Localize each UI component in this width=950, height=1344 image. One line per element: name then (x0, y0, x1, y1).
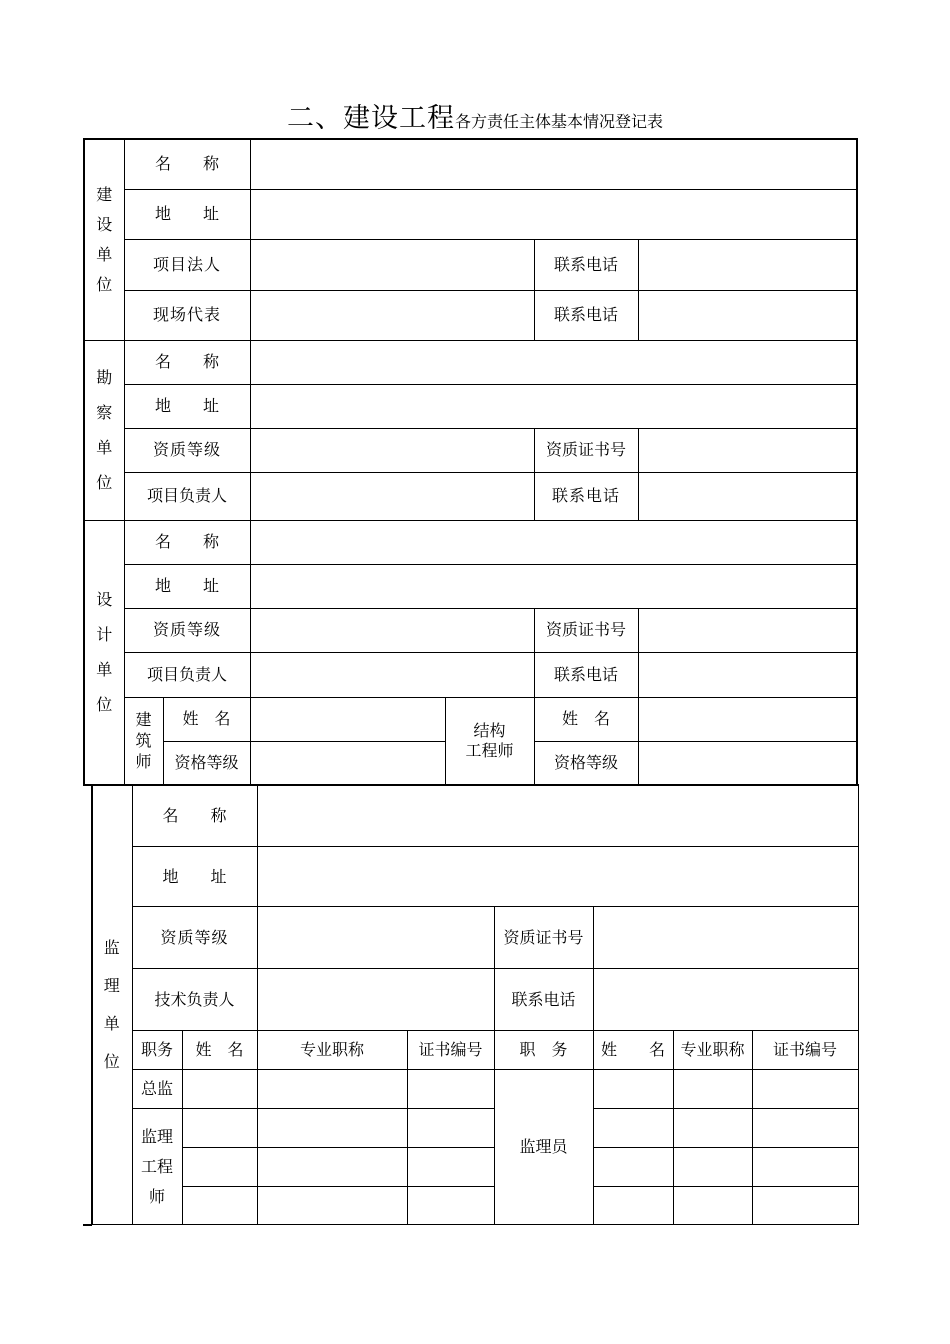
builder-site-rep-field[interactable] (250, 290, 534, 340)
staff-cell[interactable] (673, 1070, 752, 1109)
label-phone: 联系电话 (534, 290, 638, 340)
label-phone: 联系电话 (494, 969, 593, 1031)
section-builder-label: 建 设 单 位 (84, 139, 124, 340)
staff-cell[interactable] (182, 1070, 257, 1109)
label-address: 地 址 (124, 189, 250, 239)
staff-cell[interactable] (407, 1148, 494, 1187)
label-phone: 联系电话 (534, 652, 638, 697)
section-survey-label: 勘 察 单 位 (84, 340, 124, 520)
label-qual-grade: 资格等级 (163, 741, 250, 785)
design-address-field[interactable] (250, 564, 857, 608)
staff-cell[interactable] (673, 1109, 752, 1148)
supervision-phone-field[interactable] (593, 969, 858, 1031)
staff-cell[interactable] (673, 1148, 752, 1187)
survey-phone-field[interactable] (638, 472, 857, 520)
staff-cell[interactable] (182, 1148, 257, 1187)
label-tech-lead: 技术负责人 (132, 969, 257, 1031)
label-name: 名 称 (124, 139, 250, 189)
label-chief-supervisor: 总监 (132, 1070, 182, 1109)
label-name: 名 称 (132, 785, 257, 847)
label-person-name: 姓 名 (534, 697, 638, 741)
staff-cell[interactable] (407, 1109, 494, 1148)
survey-name-field[interactable] (250, 340, 857, 384)
staff-cell[interactable] (257, 1109, 407, 1148)
staff-header-cell: 姓 名 (593, 1031, 673, 1070)
staff-header-cell: 专业职称 (673, 1031, 752, 1070)
label-name: 名 称 (124, 520, 250, 564)
builder-legal-phone-field[interactable] (638, 239, 857, 290)
design-phone-field[interactable] (638, 652, 857, 697)
label-phone: 联系电话 (534, 472, 638, 520)
label-cert-no: 资质证书号 (534, 428, 638, 472)
survey-qual-level-field[interactable] (250, 428, 534, 472)
label-qual-level: 资质等级 (124, 428, 250, 472)
label-cert-no: 资质证书号 (534, 608, 638, 652)
supervision-qual-level-field[interactable] (257, 907, 494, 969)
staff-cell[interactable] (257, 1187, 407, 1225)
staff-header-cell: 专业职称 (257, 1031, 407, 1070)
staff-cell[interactable] (257, 1070, 407, 1109)
staff-cell[interactable] (182, 1187, 257, 1225)
staff-header-cell: 职务 (132, 1031, 182, 1070)
survey-cert-no-field[interactable] (638, 428, 857, 472)
label-struct-engineer: 结构 工程师 (445, 697, 534, 785)
survey-project-lead-field[interactable] (250, 472, 534, 520)
table-corner-mark (83, 1224, 92, 1226)
label-qual-grade: 资格等级 (534, 741, 638, 785)
design-project-lead-field[interactable] (250, 652, 534, 697)
staff-header-cell: 职 务 (494, 1031, 593, 1070)
architect-grade-field[interactable] (250, 741, 445, 785)
struct-engineer-name-field[interactable] (638, 697, 857, 741)
staff-cell[interactable] (257, 1148, 407, 1187)
staff-cell[interactable] (673, 1187, 752, 1225)
supervision-tech-lead-field[interactable] (257, 969, 494, 1031)
staff-cell[interactable] (752, 1109, 858, 1148)
builder-site-phone-field[interactable] (638, 290, 857, 340)
label-name: 名 称 (124, 340, 250, 384)
survey-address-field[interactable] (250, 384, 857, 428)
supervision-name-field[interactable] (257, 785, 858, 847)
staff-cell[interactable] (752, 1148, 858, 1187)
staff-cell[interactable] (593, 1148, 673, 1187)
label-cert-no: 资质证书号 (494, 907, 593, 969)
title-main: 二、建设工程 (286, 103, 455, 134)
page-title (0, 96, 950, 135)
supervision-address-field[interactable] (257, 847, 858, 907)
supervision-cert-no-field[interactable] (593, 907, 858, 969)
label-legal-person: 项目法人 (124, 239, 250, 290)
section-supervision-label: 监 理 单 位 (92, 785, 132, 1225)
staff-cell[interactable] (752, 1187, 858, 1225)
staff-cell[interactable] (593, 1109, 673, 1148)
staff-cell[interactable] (407, 1070, 494, 1109)
staff-header-cell: 证书编号 (407, 1031, 494, 1070)
label-supervision-engineer: 监理 工程 师 (132, 1109, 182, 1225)
section-design-label: 设 计 单 位 (84, 520, 124, 785)
label-project-lead: 项目负责人 (124, 652, 250, 697)
design-cert-no-field[interactable] (638, 608, 857, 652)
builder-name-field[interactable] (250, 139, 857, 189)
staff-cell[interactable] (752, 1070, 858, 1109)
staff-cell[interactable] (593, 1070, 673, 1109)
staff-cell[interactable] (182, 1109, 257, 1148)
builder-legal-person-field[interactable] (250, 239, 534, 290)
staff-cell[interactable] (407, 1187, 494, 1225)
label-address: 地 址 (124, 564, 250, 608)
architect-name-field[interactable] (250, 697, 445, 741)
label-address: 地 址 (132, 847, 257, 907)
label-site-rep: 现场代表 (124, 290, 250, 340)
label-project-lead: 项目负责人 (124, 472, 250, 520)
builder-address-field[interactable] (250, 189, 857, 239)
struct-engineer-grade-field[interactable] (638, 741, 857, 785)
label-address: 地 址 (124, 384, 250, 428)
label-phone: 联系电话 (534, 239, 638, 290)
label-qual-level: 资质等级 (124, 608, 250, 652)
design-qual-level-field[interactable] (250, 608, 534, 652)
label-person-name: 姓 名 (163, 697, 250, 741)
label-supervisor: 监理员 (494, 1070, 593, 1225)
staff-header-cell: 姓 名 (182, 1031, 257, 1070)
staff-cell[interactable] (593, 1187, 673, 1225)
title-sub: 各方责任主体基本情况登记表 (454, 112, 663, 131)
registration-table-upper (83, 138, 858, 786)
label-qual-level: 资质等级 (132, 907, 257, 969)
registration-table-supervision (92, 784, 859, 1225)
design-name-field[interactable] (250, 520, 857, 564)
staff-header-cell: 证书编号 (752, 1031, 858, 1070)
label-architect: 建 筑 师 (124, 697, 163, 785)
